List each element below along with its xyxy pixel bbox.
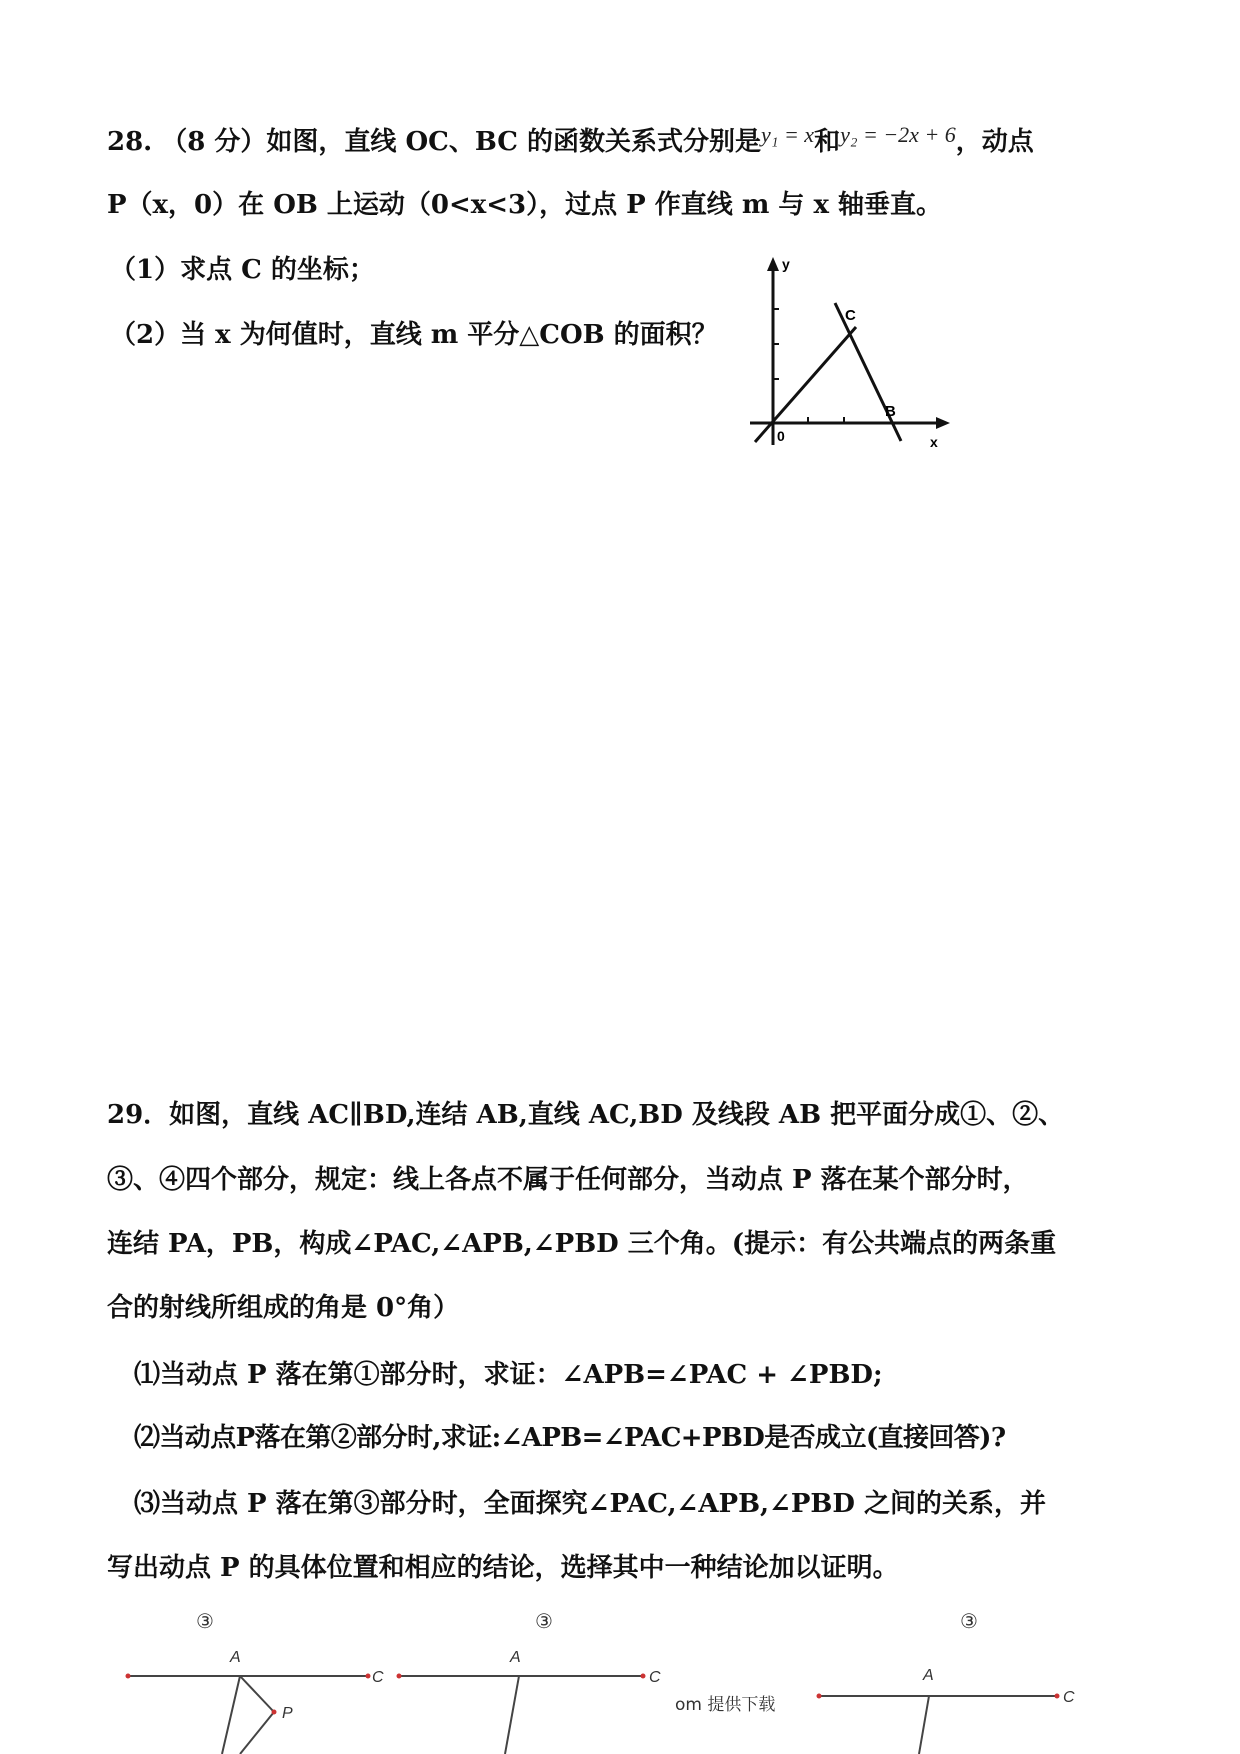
q29-line-3: 连结 PA，PB，构成∠PAC,∠APB,∠PBD 三个角。(提示：有公共端点的两条重 [107, 1229, 1057, 1259]
q28-part-1: （1）求点 C 的坐标； [110, 255, 375, 285]
y-axis-arrow [767, 257, 779, 271]
region-3-label: ③ [960, 1611, 978, 1633]
segment-ab [222, 1676, 240, 1754]
q29-sub-2: ⑵当动点P落在第②部分时,求证:∠APB=∠PAC+PBD是否成立(直接回答)? [134, 1423, 1006, 1453]
q29-sub-3: ⑶当动点 P 落在第③部分时，全面探究∠PAC,∠APB,∠PBD 之间的关系，并 [134, 1489, 1047, 1519]
q28-line-2: P（x，0）在 OB 上运动（0<x<3），过点 P 作直线 m 与 x 轴垂直。 [107, 190, 942, 220]
line-oc [755, 327, 856, 442]
q29-line-2: ③、④四个部分，规定：线上各点不属于任何部分，当动点 P 落在某个部分时， [107, 1165, 1029, 1195]
point-c-label: C [372, 1669, 384, 1686]
q28-line1-mid: 和 [814, 127, 841, 157]
segment-ab [505, 1676, 519, 1754]
segment-ab [919, 1696, 929, 1754]
segment-pb [240, 1712, 274, 1754]
point-p-label: P [282, 1705, 293, 1722]
q29-sub-1: ⑴当动点 P 落在第①部分时，求证：∠APB=∠PAC + ∠PBD; [134, 1360, 883, 1390]
q28-coordinate-figure [740, 255, 960, 455]
q28-part-2: （2）当 x 为何值时，直线 m 平分△COB 的面积？ [110, 320, 718, 350]
q28-line1-prefix: 28. （8 分）如图，直线 OC、BC 的函数关系式分别是 [107, 127, 762, 157]
point-b-label: B [885, 403, 896, 420]
point-c-label: C [1063, 1689, 1075, 1706]
origin-label: 0 [777, 428, 785, 444]
q29-line-1: 29．如图，直线 AC∥BD,连结 AB,直线 AC,BD 及线段 AB 把平面分成①、②、 [107, 1100, 1065, 1130]
point-c-label: C [845, 307, 856, 324]
y-axis-label: y [782, 256, 790, 272]
q29-sub-4: 写出动点 P 的具体位置和相应的结论，选择其中一种结论加以证明。 [107, 1553, 899, 1583]
q28-line1-suffix: ，动点 [955, 127, 1034, 157]
x-axis-label: x [930, 434, 938, 450]
footer-download-note: om 提供下载 [675, 1695, 776, 1715]
point-c-label: C [649, 1669, 661, 1686]
point-a-label: A [923, 1667, 934, 1684]
x-axis-arrow [936, 417, 950, 429]
region-3-label: ③ [196, 1611, 214, 1633]
point-a-label: A [510, 1649, 521, 1666]
equation-y1: y₁ = x [761, 122, 815, 147]
q29-figure-1 [110, 1604, 410, 1754]
equation-y2: y₂ = −2x + 6 [840, 122, 956, 147]
region-3-label: ③ [535, 1611, 553, 1633]
point-a-label: A [230, 1649, 241, 1666]
q29-figure-2 [395, 1604, 685, 1754]
q28-line-1 [107, 122, 1034, 163]
q29-line-4: 合的射线所组成的角是 0°角） [107, 1293, 460, 1323]
q29-figure-3 [815, 1604, 1105, 1754]
segment-pa [240, 1676, 274, 1712]
